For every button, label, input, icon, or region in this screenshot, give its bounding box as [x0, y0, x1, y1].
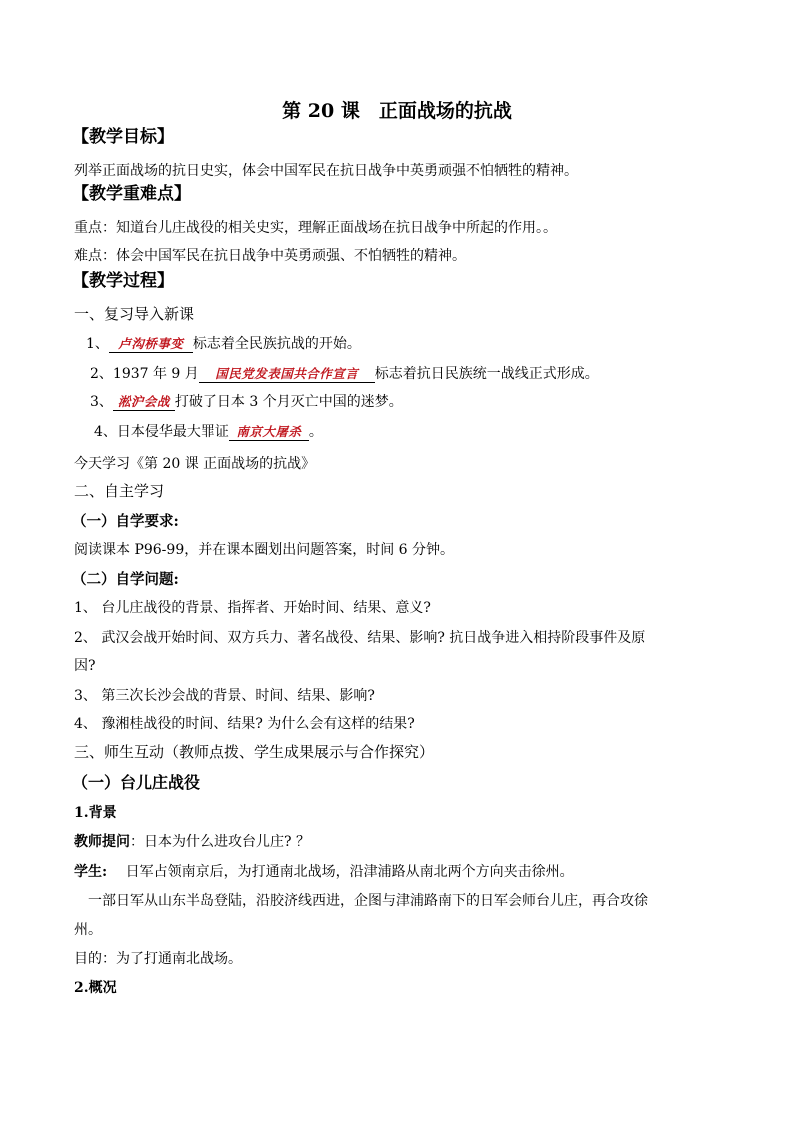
q4-answer-blank: 南京大屠杀 [229, 424, 309, 441]
review-question-3 [90, 392, 403, 412]
teacher-label: 教师提问 [74, 834, 130, 850]
student-answer-text: 日军占领南京后，为打通南北战场，沿津浦路从南北两个方向夹击徐州。 [107, 864, 574, 880]
self-study-question-2a: 2、 武汉会战开始时间、双方兵力、著名战役、结果、影响? 抗日战争进入相持阶段事件及原 [74, 630, 646, 646]
difficult-point-text: 难点：体会中国军民在抗日战争中英勇顽强、不怕牺牲的精神。 [74, 248, 466, 264]
section-interaction-heading: 三、师生互动（教师点拨、学生成果展示与合作探究） [74, 743, 435, 761]
q4-text: 。 [308, 424, 323, 440]
self-study-question-4: 4、 豫湘桂战役的时间、结果? 为什么会有这样的结果? [74, 716, 415, 732]
heading-teaching-goal: 【教学目标】 [72, 127, 174, 147]
q1-number: 1、 [86, 336, 109, 352]
student-label: 学生: [74, 864, 108, 880]
teacher-question [74, 832, 310, 852]
self-study-requirement-text: 阅读课本 P96-99，并在课本圈划出问题答案，时间 6 分钟。 [74, 542, 455, 558]
q3-text: 打破了日本 3 个月灭亡中国的迷梦。 [174, 394, 403, 410]
q3-number: 3、 [90, 394, 113, 410]
goal-text: 列举正面战场的抗日史实，体会中国军民在抗日战争中英勇顽强不怕牺牲的精神。 [74, 163, 578, 179]
q1-answer-blank: 卢沟桥事变 [109, 336, 193, 353]
self-study-requirement-heading: （一）自学要求: [72, 513, 179, 530]
q4-prefix: 4、日本侵华最大罪证 [94, 424, 229, 440]
paragraph-line-a: 一部日军从山东半岛登陆，沿胶济线西进，企图与津浦路南下的日军会师台儿庄，再合攻徐 [74, 893, 648, 909]
overview-heading: 2.概况 [74, 980, 117, 996]
q3-answer-blank: 淞沪会战 [113, 394, 175, 411]
background-heading: 1.背景 [74, 805, 117, 821]
today-lesson-text: 今天学习《第 20 课 正面战场的抗战》 [74, 456, 316, 472]
page-title: 第 20 课 正面战场的抗战 [282, 100, 512, 122]
review-question-4 [94, 422, 323, 442]
heading-key-points: 【教学重难点】 [72, 184, 191, 204]
review-question-2 [90, 364, 599, 384]
purpose-text: 目的：为了打通南北战场。 [74, 951, 242, 967]
teacher-question-text: ：日本为什么进攻台儿庄? ？ [130, 834, 310, 850]
self-study-questions-heading: （二）自学问题: [72, 571, 179, 588]
q2-text: 标志着抗日民族统一战线正式形成。 [374, 366, 599, 382]
section-review-heading: 一、复习导入新课 [74, 305, 195, 323]
self-study-question-1: 1、 台儿庄战役的背景、指挥者、开始时间、结果、意义? [74, 600, 431, 616]
student-answer [74, 862, 574, 882]
self-study-question-2b: 因? [74, 658, 96, 674]
review-question-1 [86, 334, 361, 354]
section-self-study-heading: 二、自主学习 [74, 482, 165, 500]
heading-teaching-process: 【教学过程】 [72, 271, 174, 291]
q2-answer-blank: 国民党发表国共合作宣言 [199, 366, 375, 383]
paragraph-line-b: 州。 [74, 922, 102, 938]
taierzhuang-heading: （一）台儿庄战役 [72, 773, 201, 792]
q2-prefix: 2、1937 年 9 月 [90, 366, 199, 382]
q1-text: 标志着全民族抗战的开始。 [192, 336, 361, 352]
key-point-text: 重点：知道台儿庄战役的相关史实，理解正面战场在抗日战争中所起的作用。。 [74, 220, 557, 236]
self-study-question-3: 3、 第三次长沙会战的背景、时间、结果、影响? [74, 688, 375, 704]
